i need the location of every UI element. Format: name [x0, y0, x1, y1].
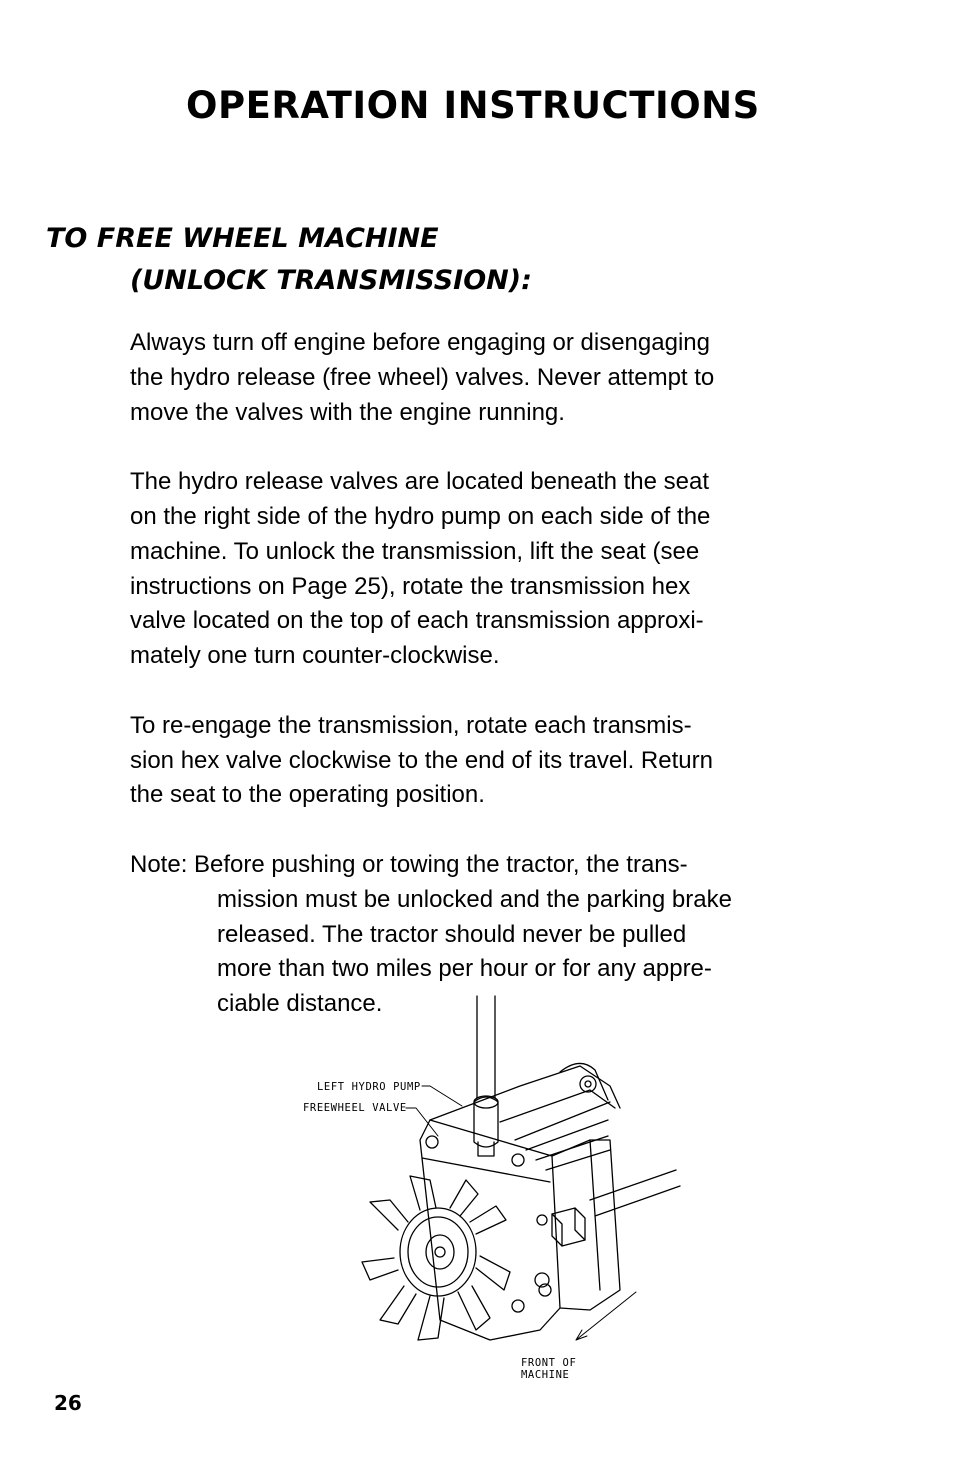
label-left-hydro-pump: LEFT HYDRO PUMP — [317, 1081, 421, 1093]
text-line: more than two miles per hour or for any appre- — [217, 955, 712, 983]
text-line: The hydro release valves are located beneath the seat — [130, 468, 710, 496]
text-line: Note: Before pushing or towing the tractor, the trans- — [130, 850, 688, 878]
paragraph-engine-off — [130, 326, 810, 430]
freewheel-valve — [474, 1096, 498, 1156]
text-line: sion hex valve clockwise to the end of its travel. Return — [130, 746, 713, 774]
text-line: instructions on Page 25), rotate the transmission hex — [130, 572, 691, 600]
page-number: 26 — [54, 1391, 82, 1415]
control-rod — [477, 996, 495, 1098]
text-line: mately one turn counter-clockwise. — [130, 642, 500, 670]
page-title: OPERATION INSTRUCTIONS — [186, 84, 760, 127]
label-freewheel-valve: FREEWHEEL VALVE — [303, 1102, 407, 1114]
text-line: machine. To unlock the transmission, lift the seat (see — [130, 537, 700, 565]
pulley-fan — [362, 1176, 510, 1340]
front-arrow-icon — [576, 1292, 636, 1390]
section-heading — [46, 218, 532, 302]
text-line: the hydro release (free wheel) valves. Never attempt to — [130, 363, 715, 391]
text-line: the seat to the operating position. — [130, 781, 485, 809]
pump-housing-front — [420, 1120, 620, 1340]
elbow-fitting — [552, 1208, 585, 1246]
section-heading-line2: (UNLOCK TRANSMISSION): — [130, 265, 532, 296]
label-machine: MACHINE — [521, 1369, 570, 1381]
label-front-of: FRONT OF — [521, 1357, 577, 1369]
text-line: Always turn off engine before engaging or disengaging — [130, 329, 710, 356]
instructions-body — [130, 326, 810, 1057]
paragraph-re-engage — [130, 709, 810, 813]
text-line: valve located on the top of each transmission approxi- — [130, 607, 704, 635]
text-line: ciable distance. — [217, 990, 383, 1018]
text-line: released. The tractor should never be pulled — [217, 920, 687, 948]
axle-shaft — [590, 1170, 680, 1216]
text-line: move the valves with the engine running. — [130, 398, 565, 426]
text-line: To re-engage the transmission, rotate each transmis- — [130, 711, 692, 739]
callout-labels — [303, 1081, 462, 1136]
transmission-illustration — [290, 990, 690, 1390]
section-heading-line1: TO FREE WHEEL MACHINE — [46, 223, 439, 254]
paragraph-valve-location — [130, 465, 810, 674]
text-line: on the right side of the hydro pump on each side of the — [130, 502, 711, 530]
text-line: mission must be unlocked and the parking brake — [217, 885, 732, 913]
